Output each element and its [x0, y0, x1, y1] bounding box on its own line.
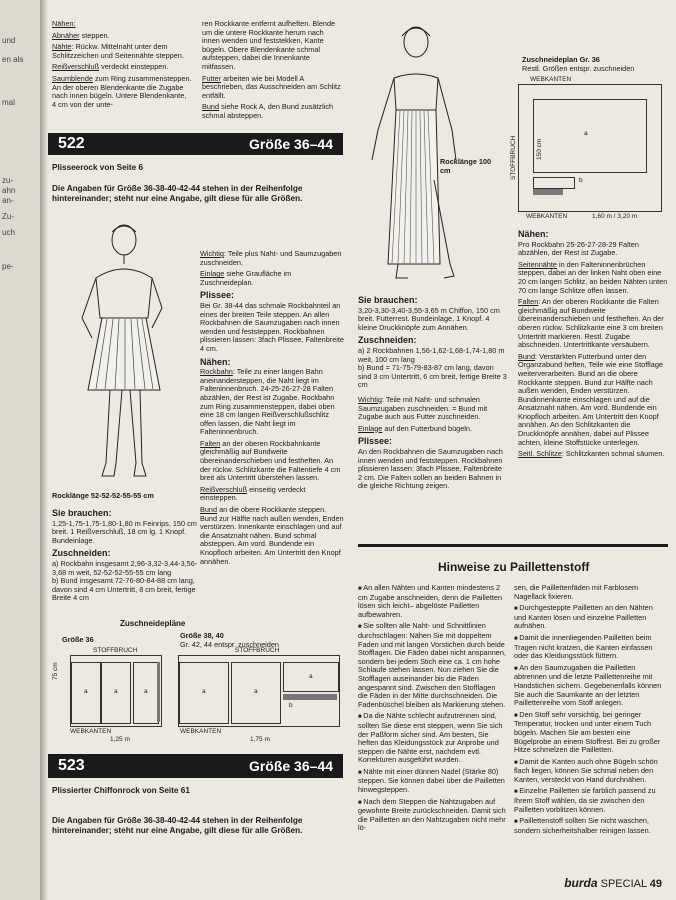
hint-paragraph [514, 664, 664, 708]
brand-logo: burda [564, 876, 598, 890]
instruction-keyword: Seitennähte [518, 259, 557, 269]
instruction-keyword: Futter [202, 73, 222, 83]
instruction-keyword: Einlage [200, 269, 225, 279]
instruction-paragraph [518, 450, 668, 459]
instruction-text: auf den Futterbund bügeln. [382, 423, 473, 433]
hint-text: Paillettenstoff sollten Sie nicht waschen, sondern sicherheitshalber reinigen lassen. [514, 816, 651, 835]
model-522-title: Plisseerock von Seite 6 [52, 163, 144, 172]
hinweise-col1 [358, 584, 506, 836]
instruction-keyword: Reißverschluß [200, 484, 248, 494]
section-rule [358, 544, 668, 547]
instructions-522: Wichtig: Teile plus Naht- und Saumzugaben zuschneiden. Einlage siehe Graufläche im Zuschneideplan. Plissee: Bei Gr. 38-44 das schmale Rockbahnteil an eines der breiten Teile steppen. An allen Rockbahnen die Saumzugaben nach innen wenden und feststeppen. Rockbahnen plissieren lassen: 3fach Plissee, Faltenbreite 4 cm. Nähen: Rockbahn: Teile zu einer langen Bahn aneinandersteppen, die Naht liegt im Falteninnenbruch. 24-25-26-27-28 Falten abzählen, der Rest ist Zugabe. Rockbahn zum Ring zusammensteppen, dabei oben eine 18 cm langen Reißverschlußschlitz offen lassen, die Naht liegt im Falteninnenbruch. Falten an der oberen Rockbahnkante gleichmäßig auf Bundweite übereinanderschieben und festheften. An der rückw. Schlitzkante die Faltentiefe 4 cm breit als Untertritt überstehen lassen. Reißverschluß einseitig verdeckt einsteppen. Bund an die obere Rockkante steppen. Bund zur Hälfte nach außen wenden, Enden verstürzen. Innenkante einschlagen und auf die Ansatznaht nähen. Bund schmal absteppen. Am vord. Bundende ein Knopfloch arbeiten. Am Untertritt den Knopf annähen. [200, 249, 344, 566]
piece-a-1: a [179, 662, 229, 724]
instruction-paragraph [202, 103, 342, 120]
instruction-keyword: Seitl. Schlitze [518, 449, 562, 459]
materials-522: Sie brauchen: 1,25-1,75-1,75-1,80-1,80 m Feinrips, 150 cm breit. 1 Reißverschluß, 18 cm lg. 1 Knopf. Bundeinlage. Zuschneiden: a) Rockbahn insgesamt 2,96-3,32-3,44-3,56-3,68 m weit, 52-52-52-55-55 cm lang b) Bund insgesamt 72-76-80-84-88 cm lang, davon sind 4 cm Untertritt, 8 cm breit, fertige Breite 4 cm [52, 508, 198, 603]
edge-text: ahn [2, 186, 16, 195]
top-text: ren Rockkante entfernt aufheften. Blende um die untere Rockkante herum nach innen wenden und feststekken, Kante bügeln. Obere Blendenkante schmal aufsteppen, dabei die Innenkante mitfassen. [202, 19, 336, 71]
instruction-text: steppen. [79, 30, 110, 40]
instruction-paragraph [518, 241, 668, 258]
plan2-title: Größe 38, 40 [180, 631, 224, 640]
instruction-text: verdeckt einsteppen. [99, 62, 169, 72]
plan2-subtitle: Gr. 42, 44 entspr. zuschneiden [180, 640, 279, 649]
instruction-keyword: Abnäher [52, 30, 80, 40]
instruction-text: : Verstärkten Futterbund unter den Organzabund heften, Teile wie eine Stofflage weiterverarbeiten. Bund an die obere Rockkante steppen. Bund zur Hälfte nach außen wenden, Enden verstürzen. Bundinnenkante einschlagen und auf die Ansatznaht nähen. Am vord. Bundende ein Knopfloch arbeiten. Am Untertritt den Knopf annähen. An den Schlitzkanten die Druckknöpfe annähen, dabei auf Plissee achten, kleine Stoffstücke unterlegen. [518, 351, 663, 447]
instruction-text: arbeiten wie bei Modell A beschrieben, das Ausschneiden am Schlitz entfällt. [202, 73, 341, 100]
instruction-keyword: Bund [518, 351, 536, 361]
hint-text: An den Saumzugaben die Pailletten abtrennen und die letzte Paillettenreihe mit Handstichen sichern. Gegebenenfalls können Sie auch die Saumkante an der letzten Paillettenreihe vom Stoff anlegen. [514, 662, 662, 708]
bullet-square-icon: ■ [358, 714, 364, 721]
hint-text: Damit die innenliegenden Pailletten beim Tragen nicht kratzen, die Kanten einfassen oder das Kleidungsstück füttern. [514, 632, 653, 661]
instruction-paragraph [52, 43, 192, 60]
instruction-paragraph [52, 20, 192, 29]
skirt-length-522: Rocklänge 52-52-52-55-55 cm [52, 491, 154, 500]
instruction-keyword: Bund [202, 102, 220, 112]
instruction-paragraph [200, 440, 345, 483]
size-range: Größe 36–44 [248, 758, 333, 774]
instruction-paragraph [200, 368, 345, 437]
instruction-paragraph [52, 63, 192, 72]
instruction-keyword: Rockbahn [200, 367, 233, 377]
page-number: 49 [649, 878, 662, 890]
piece-a-2: a [231, 662, 281, 724]
bullet-square-icon: ■ [358, 586, 364, 592]
instruction-keyword: Falten [518, 297, 539, 307]
cutting-plan-523: a b [518, 84, 662, 212]
edge-text: pe- [2, 262, 14, 271]
gutter-shadow [40, 0, 48, 900]
edge-text: und [2, 36, 16, 45]
piece-b [157, 662, 160, 722]
plan-523-title: Zuschneideplan Gr. 36 [522, 55, 600, 64]
top-left-column [52, 20, 192, 112]
piece-a-2: a [101, 662, 131, 724]
model-523-title: Plissierter Chiffonrock von Seite 61 [52, 786, 190, 795]
instruction-text: siehe Rock A, den Bund zusätzlich schmal absteppen. [202, 102, 334, 120]
model-522-intro: Die Angaben für Größe 36-38-40-42-44 stehen in der Reihenfolge hintereinander; steht nur eine Angabe, gilt diese für alle Größen. [52, 184, 303, 203]
bullet-square-icon: ■ [514, 635, 520, 642]
bullet-square-icon: ■ [514, 819, 520, 826]
instruction-keyword: Wichtig [200, 249, 224, 258]
instruction-text: in den Falteninnenbrüchen steppen, dabei an der linken Naht oben eine 20 cm langen Schlitz, an beiden Nähten unten 70 cm lange Schlitze offen lassen. [518, 259, 668, 295]
instruction-keyword: Bund [200, 505, 218, 515]
instruction-keyword: Saumblende [52, 73, 93, 83]
instruction-text: : Teile zu einer langen Bahn aneinandersteppen, die Naht liegt im Falteninnenbruch. 24-25-26-27-28 Falten abzählen, der Rest ist Zugabe. Rockbahn zum Ring zusammensteppen, dabei oben eine 18 cm langen Reißverschlußschlitz offen lassen, die Naht liegt im Falteninnenbruch. [200, 367, 335, 437]
instruction-text: : Teile plus Naht- und Saumzugaben zuschneiden. [200, 249, 342, 267]
piece-b [283, 694, 337, 700]
model-number: 523 [58, 757, 85, 774]
instruction-keyword: Falten [200, 438, 221, 448]
instruction-paragraph [358, 425, 508, 434]
cutting-plans-title: Zuschneidepläne [120, 619, 186, 628]
hint-paragraph [514, 787, 664, 814]
bullet-square-icon: ■ [514, 759, 520, 766]
materials-523: Sie brauchen: 3,20-3,30-3,40-3,55-3,65 m Chiffon, 150 cm breit. Futterrest. Bundeinlage. 1 Knopf. 4 kleine Druckknöpfe zum Annähen. Zuschneiden: a) 2 Rockbahnen 1,56-1,62-1,68-1,74-1,80 m weit, 100 cm lang b) Bund = 71-75-79-83-87 cm lang, davon sind 3 cm Untertritt, 6 cm breit, fertige Breite 3 cm Wichtig: Teile mit Naht- und schmalen Saumzugaben zuschneiden. = Bund mit Zugabe auch aus Futter zuschneiden. Einlage auf den Futterbund bügeln. Plissee: An den Rockbahnen die Saumzugaben nach innen wenden und feststeppen. Rockbahnen plissieren lassen: 3fach Plissee, Faltenbreite 2 cm. Die Falten sollen an beiden Bahnen in die gleiche Richtung zeigen. [358, 295, 507, 491]
skirt-522-illustration [52, 218, 192, 488]
instruction-keyword: Wichtig [358, 394, 382, 404]
instruction-text: einseitig verdeckt einsteppen. [200, 484, 306, 503]
hint-paragraph [514, 584, 664, 601]
instruction-keyword: Nähte [52, 42, 72, 52]
edge-text: uch [2, 228, 15, 237]
bullet-square-icon: ■ [514, 789, 520, 796]
hint-paragraph [514, 711, 664, 755]
hint-text: Durchgesteppte Pailletten an den Nähten und Kanten lösen und einzelne Pailletten aufnähen. [514, 603, 653, 631]
hint-text: Einzelne Pailletten sie farblich passend zu Ihrem Stoff wählen, da sie zwischen den Pailletten vorblitzen können. [514, 786, 656, 814]
hint-paragraph [514, 604, 664, 631]
instruction-paragraph [200, 506, 345, 566]
instruction-paragraph [518, 298, 668, 350]
instruction-paragraph [200, 486, 345, 503]
hint-paragraph [514, 758, 664, 785]
hint-text: An allen Nähten und Kanten mindestens 2 cm Zugabe anschneiden, denn die Pailletten lösen sich leicht– abgelöste Pailletten aufbewahren. [358, 583, 503, 619]
hint-paragraph [358, 712, 506, 765]
instruction-text: : Rückw. Mittelnaht unter dem Schlitzzeichen und Seitennähte steppen. [52, 42, 184, 60]
hint-paragraph [358, 622, 506, 709]
cutting-plan-38-40: STOFFBRUCH a a a b [178, 655, 340, 727]
instruction-text: siehe Graufläche im Zuschneideplan. [200, 269, 292, 287]
hint-paragraph [358, 798, 506, 833]
hint-paragraph [358, 768, 506, 795]
bullet-square-icon: ■ [514, 712, 520, 719]
page-footer [564, 876, 662, 890]
instruction-text: zum Ring zusammensteppen. An der oberen Blendenkante die Zugabe nach innen bügeln. Untere Blendenkante, 4 cm von der unte- [52, 73, 192, 109]
previous-page-edge [0, 0, 41, 900]
hinweise-title: Hinweise zu Paillettenstoff [438, 560, 590, 574]
model-522-header [48, 133, 343, 155]
model-523-header [48, 754, 343, 778]
instruction-paragraph [52, 32, 192, 41]
instructions-523: Nähen: Pro Rockbahn 25-26-27-28-29 Falten abzählen, der Rest ist Zugabe. Seitennähte in den Falteninnenbrüchen steppen, dabei an der linken Naht oben eine 20 cm langen Schlitz, an beiden Nähten unten 70 cm lange Schlitze offen lassen. Falten: An der oberen Rockkante die Falten gleichmäßig auf Bundweite übereinanderschieben und festheften. An der oberen rückw. Schlitzkante eine 3 cm breiten Untertritt markieren. Restl. Zugabe abschneiden. Untertrittkante versäubern. Bund: Verstärkten Futterbund unter den Organzabund heften, Teile wie eine Stofflage weiterverarbeiten. Bund an die obere Rockkante steppen. Bund zur Hälfte nach außen wenden, Enden verstürzen. Bundinnenkante einschlagen und auf die Ansatznaht nähen. Am vord. Bundende ein Knopfloch arbeiten. Am Untertritt den Knopf annähen. An den Schlitzkanten die Druckknöpfe annähen, dabei auf Plissee achten, kleine Stoffstücke unterlegen. Seitl. Schlitze: Schlitzkanten schmal säumen. [518, 229, 668, 459]
hint-text: Nach dem Steppen die Nahtzugaben auf gewohnte Breite zurückschneiden. Damit sich die Pailletten an den Nahtzugaben nicht mehr lö- [358, 796, 506, 833]
piece-b [533, 177, 575, 189]
hint-text: Sie sollten alle Naht- und Schnittlinien durchschlagen: Nähen Sie mit doppeltem Faden und mit langen Vorstichen durch beide Stofflagen. Die Fäden dabei nicht anspannen, sondern bei jedem Stich eine ca. 1 cm hohe Schlaufe stehen lassen. Nun ziehen Sie die Stofflagen auseinander bis die Fäden angespannt sind. Zwischen den Stofflagen die Fäden in der Mitte durchschneiden. Die Fadenbüschel bleiben als Markierung stehen. [358, 621, 506, 709]
instruction-text: an die obere Rockkante steppen. Bund zur Hälfte nach außen wenden, Enden verstürzen. Innenkante einschlagen und auf die Ansatznaht nähen. Bund schmal absteppen. Am vord. Bundende ein Knopfloch arbeiten. Am Untertritt den Knopf annähen. [200, 505, 344, 566]
hinweise-col2 [514, 584, 664, 838]
piece-b-lining [533, 189, 563, 195]
instruction-paragraph [358, 396, 508, 422]
bullet-square-icon: ■ [358, 799, 364, 806]
skirt-length-523: Rocklänge 100 cm [440, 157, 492, 175]
instruction-paragraph [202, 75, 342, 101]
instruction-text: an der oberen Rockbahnkante gleichmäßig auf Bundweite übereinanderschieben und festheften. An der rückw. Schlitzkante die Faltentiefe 4 cm breit als Untertritt überstehen lassen. [200, 438, 341, 483]
special-label: SPECIAL [600, 878, 647, 890]
hint-text: Nähte mit einer dünnen Nadel (Stärke 80) steppen. Sie können dabei über die Pailletten hinwegsteppen. [358, 766, 505, 795]
edge-text: zu- [2, 176, 14, 185]
hint-paragraph [358, 584, 506, 619]
instruction-text: : Teile mit Naht- und schmalen Saumzugaben zuschneiden. = Bund mit Zugabe auch aus Futter zuschneiden. [358, 394, 488, 422]
plan-523-subtitle: Restl. Größen entspr. zuschneiden [522, 64, 635, 73]
magazine-page: und en als mal zu- ahn an- Zu- uch pe- Nähen: Abnäher steppen. Nähte: Rückw. Mittelnaht unter dem Schlitzzeichen und Seitennähte steppen. Reißverschluß verdeckt einsteppen. Saumblende zum Ring zusammensteppen. An der oberen Blendenkante die Zugabe nach innen bügeln. Untere Blendenkante, 4 cm von der unte- ren Rockkante entfernt aufheften. Blende um die untere Rockkante herum nach innen wenden und feststekken, Kante bügeln. Obere Blendenkante schmal aufsteppen, dabei die Innenkante mitfassen. Futter arbeiten wie bei Modell A beschrieben, das Ausschneiden am Schlitz entfällt. Bund siehe Rock A, den Bund zusätzlich schmal absteppen. 522 Größe 36–44 Plisseerock von Seite 6 Die Angaben für Größe 36-38-40-42-44 stehen in der Reihenfolge hintereinander; steht nur eine Angabe, gilt diese für alle Größen. Rocklänge 52-52-52-55-55 cm Sie brauchen: 1,25-1,75-1,75-1,80-1,80 m Feinrips, 150 cm breit. 1 Reißverschluß, 18 cm lg. 1 Knopf. Bundeinlage. Zuschneiden: a) Rockbahn insgesamt 2,96-3,32-3,44-3,56-3,68 m weit, 52-52-52-55-55 cm lang b) Bund insgesamt 72-76-80-84-88 cm lang, davon sind 4 cm Untertritt, 8 cm breit, fertige Breite 4 cm Wichtig: Teile plus Naht- und Saumzugaben zuschneiden. Einlage siehe Graufläche im Zuschneideplan. Plissee: Bei Gr. 38-44 das schmale Rockbahnteil an eines der breiten Teile steppen. An allen Rockbahnen die Saumzugaben nach innen wenden und feststeppen. Rockbahnen plissieren lassen: 3fach Plissee, Faltenbreite 4 cm. Nähen: Rockbahn: Teile zu einer langen Bahn aneinandersteppen, die Naht liegt im Falteninnenbruch. 24-25-26-27-28 Falten abzählen, der Rest ist Zugabe. Rockbahn zum Ring zusammensteppen, dabei oben eine 18 cm langen Reißverschlußschlitz offen lassen, die Naht liegt im Falteninnenbruch. Falten an der oberen Rockbahnkante gleichmäßig auf Bundweite übereinanderschieben und festheften. An der rückw. Schlitzkante die Faltentiefe 4 cm breit als Untertritt überstehen lassen. Reißverschluß einseitig verdeckt einsteppen. Bund an die obere Rockkante steppen. Bund zur Hälfte nach außen wenden, Enden verstürzen. Innenkante einschlagen und auf die Ansatznaht nähen. Bund schmal absteppen. Am vord. Bundende ein Knopfloch arbeiten. Am Untertritt den Knopf annähen. Zuschneidepläne Größe 36 Größe 38, 40 Gr. 42, 44 entspr. zuschneiden STOFFBRUCH a a a 75 cm WEBKANTEN 1,25 m STOFFBRUCH a a a b WEBKANTEN 1,75 m 523 Größe 36–44 Plissierter Chiffonrock von Seite 61 Die Angaben für Größe 36-38-40-42-44 stehen in der Reihenfolge hintereinander; steht nur eine Angabe, gilt diese für alle Größen. Rocklänge 100 cm Sie brauchen: 3,20-3,30-3,40-3,55-3,65 m Chiffon, 150 cm breit. Futterrest. Bundeinlage. 1 Knopf. 4 kleine Druckknöpfe zum Annähen. Zuschneiden: a) 2 Rockbahnen 1,56-1,62-1,68-1,74-1,80 m weit, 100 cm lang b) Bund = 71-75-79-83-87 cm lang, davon sind 3 cm Untertritt, 6 cm breit, fertige Breite 3 cm Wichtig: Teile mit Naht- und schmalen Saumzugaben zuschneiden. = Bund mit Zugabe auch aus Futter zuschneiden. Einlage auf den Futterbund bügeln. Plissee: An den Rockbahnen die Saumzugaben nach innen wenden und feststeppen. Rockbahnen plissieren lassen: 3fach Plissee, Faltenbreite 2 cm. Die Falten sollen an beiden Bahnen in die gleiche Richtung zeigen. Zuschneideplan Gr. 36 Restl. Größen entspr. zuschneiden WEBKANTEN a b STOFFBRUCH 150 cm WEBKANTEN 1,60 m / 3,20 m Nähen: Pro Rockbahn 25-26-27-28-29 Falten abzählen, der Rest ist Zugabe. Seitennähte in den Falteninnenbrüchen steppen, dabei an der linken Naht oben eine 20 cm langen Schlitz, an beiden Nähten unten 70 cm lange Schlitze offen lassen. Falten: An der oberen Rockkante die Falten gleichmäßig auf Bundweite übereinanderschieben und festheften. An der oberen rückw. Schlitzkante eine 3 cm breiten Untertritt markieren. Restl. Zugabe abschneiden. Untertrittkante versäubern. Bund: Verstärkten Futterbund unter den Organzabund heften, Teile wie eine Stofflage weiterverarbeiten. Bund an die obere Rockkante steppen. Bund zur Hälfte nach außen wenden, Enden verstürzen. Bundinnenkante einschlagen und auf die Ansatznaht nähen. Am vord. Bundende ein Knopfloch arbeiten. Am Untertritt den Knopf annähen. An den Schlitzkanten die Druckknöpfe annähen, dabei auf Plissee achten, kleine Stoffstücke unterlegen. Seitl. Schlitze: Schlitzkanten schmal säumen. Hinweise zu Paillettenstoff ■ An allen Nähten und Kanten mindestens 2 cm Zugabe anschneiden, denn die Pailletten lösen sich leicht– abgelöste Pailletten aufbewahren. ■ Sie sollten alle Naht- und Schnittlinien durchschlagen: Nähen Sie mit doppeltem Faden und mit langen Vorstichen durch beide Stofflagen. Die Fäden dabei nicht anspannen, sondern bei jedem Stich eine ca. 1 cm hohe Schlaufe stehen lassen. Nun ziehen Sie die Stofflagen auseinander bis die Fäden angespannt sind. Zwischen den Stofflagen die Fäden in der Mitte durchschneiden. Die Fadenbüschel bleiben als Markierung stehen. ■ Da die Nähte schlecht aufzutrennen sind, sollten Sie diese erst steppen, wenn Sie sich der Paßform sicher sind. Am besten, Sie heften das Kleidungsstück zur Anprobe und steppen die Nähte erst, nachdem evtl. Korrekturen ausgeführt wurden. ■ Nähte mit einer dünnen Nadel (Stärke 80) steppen. Sie können dabei über die Pailletten hinwegsteppen. ■ Nach dem Steppen die Nahtzugaben auf gewohnte Breite zurückschneiden. Damit sich die Pailletten an den Nahtzugaben nicht mehr lö- sen, die Paillettenfäden mit Farblosem Nagellack fixieren. ■ Durchgesteppte Pailletten an den Nähten und Kanten lösen und einzelne Pailletten aufnähen. ■ Damit die innenliegenden Pailletten beim Tragen nicht kratzen, die Kanten einfassen oder das Kleidungsstück füttern. ■ An den Saumzugaben die Pailletten abtrennen und die letzte Paillettenreihe mit Handstichen sichern. Gegebenenfalls können Sie auch die Saumkante an der letzten Paillettenreihe vom Stoff anlegen. ■ Den Stoff sehr vorsichtig, bei geringer Temperatur, trocken und unter einem Tuch bügeln. Machen Sie am besten eine Bügelprobe an einem Stoffrest. Bei zu großer Hitze schmelzen die Pailletten. ■ Damit die Kanten auch ohne Bügeln schön flach liegen, können Sie schmal neben den Kanten, versteckt von Hand durchnähen. ■ Einzelne Pailletten sie farblich passend zu Ihrem Stoff wählen, da sie zwischen den Pailletten vorblitzen können. ■ Paillettenstoff sollten Sie nicht waschen, sondern sicherheitshalber reinigen lassen. burda SPECIAL 49 [0, 0, 676, 900]
piece-a: a [533, 99, 647, 173]
cutting-plan-36: STOFFBRUCH a a a [70, 655, 162, 727]
top-middle-column [202, 20, 342, 124]
instruction-paragraph [518, 261, 668, 295]
piece-a-3: a [133, 662, 159, 724]
edge-text: an- [2, 196, 14, 205]
bullet-square-icon: ■ [358, 769, 364, 776]
hint-text: sen, die Paillettenfäden mit Farblosem Nagellack fixieren. [514, 583, 639, 601]
model-523-intro: Die Angaben für Größe 36-38-40-42-44 stehen in der Reihenfolge hintereinander; steht nur eine Angabe, gilt diese für alle Größen. [52, 816, 303, 835]
instruction-keyword: Reißverschluß [52, 62, 100, 72]
piece-a-3: a [283, 662, 339, 692]
hint-text: Den Stoff sehr vorsichtig, bei geringer Temperatur, trocken und unter einem Tuch bügeln. Machen Sie am besten eine Bügelprobe an einem Stoffrest. Bei zu großer Hitze schmelzen die Pailletten. [514, 709, 661, 755]
edge-text: en als [2, 55, 24, 64]
bullet-square-icon: ■ [514, 665, 520, 672]
instruction-paragraph [200, 250, 345, 267]
instruction-paragraph [52, 75, 192, 109]
skirt-523-illustration [358, 20, 478, 288]
hint-paragraph [514, 817, 664, 835]
edge-text: mal [2, 98, 15, 107]
edge-text: Zu- [2, 212, 14, 221]
instruction-text: Pro Rockbahn 25-26-27-28-29 Falten abzählen, der Rest ist Zugabe. [518, 239, 639, 258]
instruction-text: : An der oberen Rockkante die Falten gleichmäßig auf Bundweite übereinanderschieben und festheften. An der oberen rückw. Schlitzkante eine 3 cm breiten Untertritt markieren. Restl. Zugabe abschneiden. Untertrittkante versäubern. [518, 297, 664, 350]
model-number: 522 [58, 135, 85, 152]
bullet-square-icon: ■ [514, 606, 520, 613]
instruction-keyword: Einlage [358, 423, 383, 433]
bullet-square-icon: ■ [358, 624, 364, 631]
size-range: Größe 36–44 [248, 136, 333, 152]
instruction-paragraph [518, 353, 668, 448]
plan1-title: Größe 36 [62, 635, 94, 644]
hint-text: Da die Nähte schlecht aufzutrennen sind, sollten Sie diese erst steppen, wenn Sie sich der Paßform sicher sind. Am besten, Sie heften das Kleidungsstück zur Anprobe und steppen die Nähte erst, nachdem evtl. Korrekturen ausgeführt wurden. [358, 711, 503, 765]
piece-a-1: a [71, 662, 101, 724]
hint-paragraph [514, 634, 664, 661]
instruction-text: : Schlitzkanten schmal säumen. [561, 449, 665, 459]
hint-text: Damit die Kanten auch ohne Bügeln schön flach liegen, können Sie schmal neben den Kanten, versteckt von Hand durchnähen. [514, 756, 658, 784]
instruction-paragraph [200, 270, 345, 287]
instruction-keyword: Nähen: [52, 19, 76, 28]
